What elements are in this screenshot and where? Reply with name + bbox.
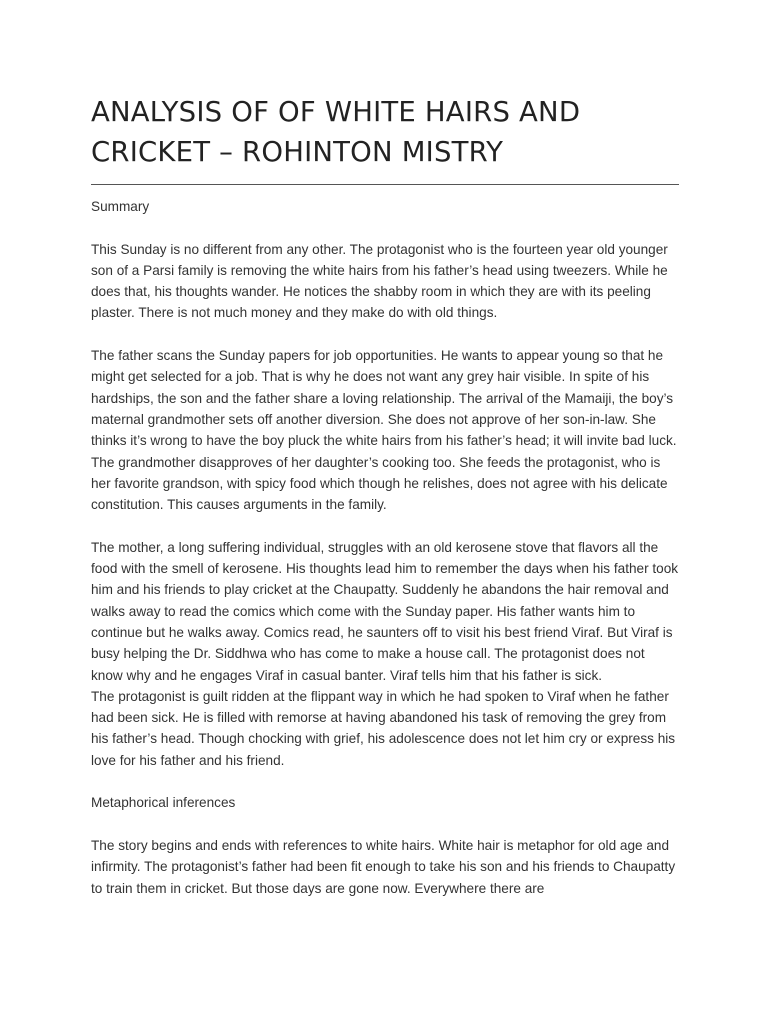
document-body [91,196,679,899]
paragraph-2: The father scans the Sunday papers for job opportunities. He wants to appear young so that he might get selected for a job. That is why he does not want any grey hair visible. In spite of his hardships, the son and the father share a loving relationship. The arrival of the Mamaiji, the boy’s maternal grandmother sets off another diversion. She does not approve of her son-in-law. She thinks it’s wrong to have the boy pluck the white hairs from his father’s head; it will invite bad luck. The grandmother disapproves of her daughter’s cooking too. She feeds the protagonist, who is her favorite grandson, with spicy food which though he relishes, does not agree with his delicate constitution. This causes arguments in the family. [91,348,677,513]
paragraph-1: This Sunday is no different from any other. The protagonist who is the fourteen year old younger son of a Parsi family is removing the white hairs from his father’s head using tweezers. While he does that, his thoughts wander. He notices the shabby room in which they are with its peeling plaster. There is not much money and they make do with old things. [91,241,668,321]
document-page [91,92,679,899]
paragraph-metaphor: The story begins and ends with references to white hairs. White hair is metaphor for old age and infirmity. The protagonist’s father had been fit enough to take his son and his friends to Chaupatty to train them in cricket. But those days are gone now. Everywhere there are [91,837,676,896]
paragraph-3: The mother, a long suffering individual, struggles with an old kerosene stove that flavors all the food with the smell of kerosene. His thoughts lead him to remember the days when his father took him and his friends to play cricket at the Chaupatty. Suddenly he abandons the hair removal and walks away to read the comics which come with the Sunday paper. His father wants him to continue but he walks away. Comics read, he saunters off to visit his best friend Viraf. But Viraf is busy helping the Dr. Siddhwa who has come to make a house call. The protagonist does not know why and he engages Viraf in casual banter. Viraf tells him that his father is sick. [91,539,679,683]
section-heading-metaphor: Metaphorical inferences [91,795,236,811]
paragraph-4: The protagonist is guilt ridden at the flippant way in which he had spoken to Viraf when he father had been sick. He is filled with remorse at having abandoned his task of removing the grey from his father’s head. Though chocking with grief, his adolescence does not let him cry or express his love for his father and his friend. [91,688,676,768]
section-heading-summary: Summary [91,199,150,214]
document-title: ANALYSIS OF OF WHITE HAIRS AND CRICKET – ROHINTON MISTRY [91,96,581,168]
title-divider [91,184,679,185]
